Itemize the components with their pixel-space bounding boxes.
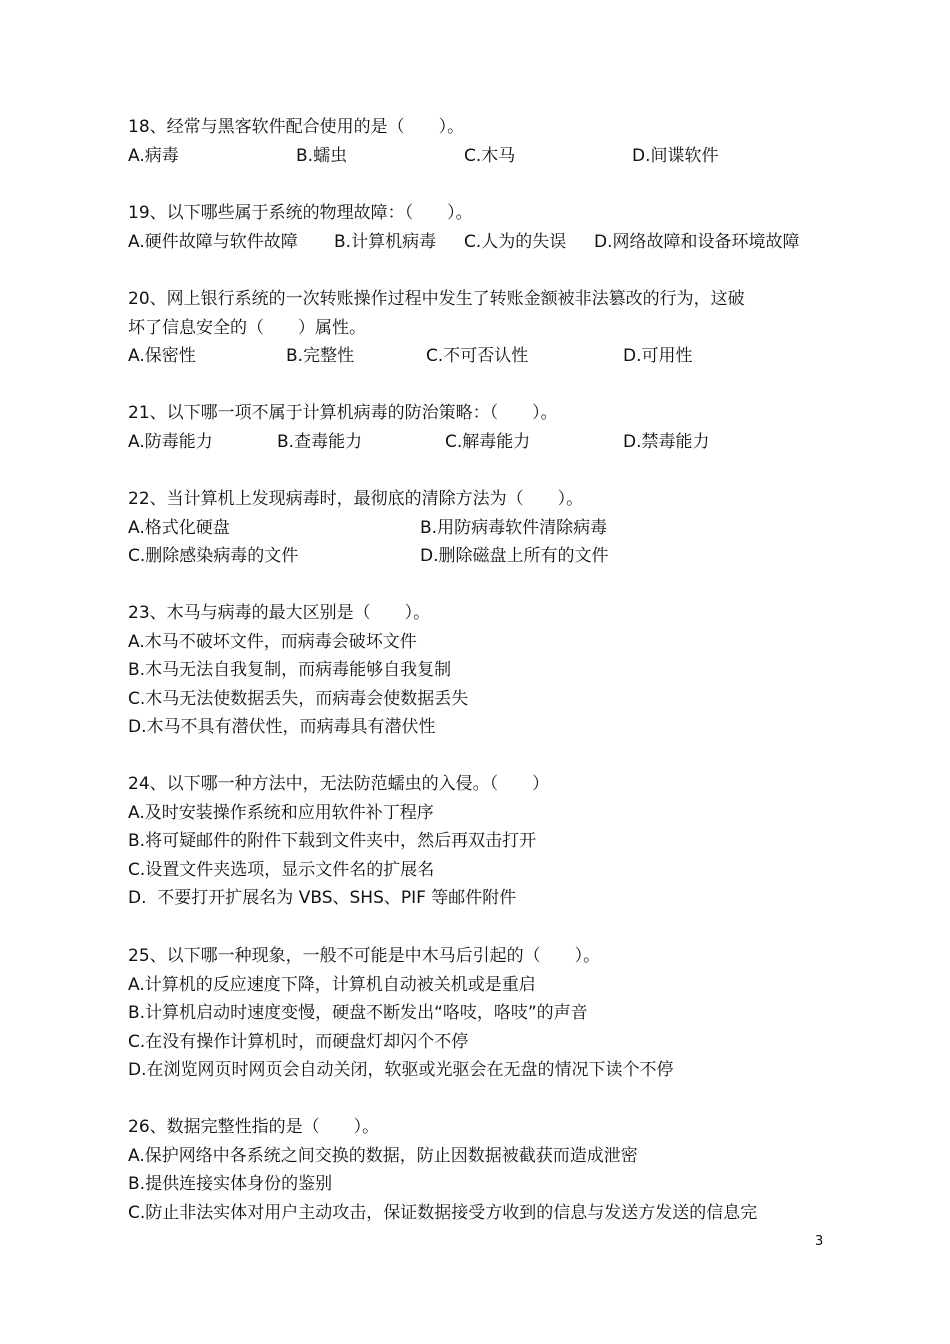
- question-19: [128, 199, 828, 256]
- question-stem: 21、以下哪一项不属于计算机病毒的防治策略：（ ）。: [128, 403, 558, 423]
- question-stem: 18、经常与黑客软件配合使用的是（ ）。: [128, 117, 465, 137]
- option-a: A.木马不破坏文件，而病毒会破坏文件: [128, 631, 417, 652]
- option-b: B.计算机启动时速度变慢，硬盘不断发出“咯吱，咯吱”的声音: [128, 1003, 588, 1024]
- option-d: D.木马不具有潜伏性，而病毒具有潜伏性: [128, 717, 436, 738]
- question-25: [128, 942, 828, 1085]
- option-c: C.设置文件夹选项，显示文件名的扩展名: [128, 859, 435, 880]
- option-b: B.提供连接实体身份的鉴别: [128, 1174, 333, 1195]
- option-d: D.删除磁盘上所有的文件: [420, 546, 609, 567]
- option-b: B.用防病毒软件清除病毒: [420, 517, 608, 538]
- option-a: A.计算机的反应速度下降，计算机自动被关机或是重启: [128, 974, 536, 995]
- question-stem: 23、木马与病毒的最大区别是（ ）。: [128, 603, 431, 623]
- options-row: [128, 142, 828, 171]
- option-d: D.禁毒能力: [623, 431, 710, 452]
- option-b: B.计算机病毒: [334, 231, 437, 252]
- option-c: C.不可否认性: [426, 346, 529, 367]
- option-b: B.将可疑邮件的附件下载到文件夹中，然后再双击打开: [128, 831, 537, 852]
- option-a: A.防毒能力: [128, 431, 213, 452]
- question-22: [128, 485, 828, 571]
- option-a: A.保密性: [128, 346, 196, 367]
- option-a: A.保护网络中各系统之间交换的数据，防止因数据被截获而造成泄密: [128, 1145, 638, 1166]
- option-c: C.在没有操作计算机时，而硬盘灯却闪个不停: [128, 1031, 469, 1052]
- option-b: B.木马无法自我复制，而病毒能够自我复制: [128, 660, 452, 681]
- options-row: [128, 428, 828, 457]
- option-c: C.删除感染病毒的文件: [128, 546, 299, 567]
- option-d: D.间谍软件: [632, 145, 719, 166]
- option-d: D.网络故障和设备环境故障: [594, 231, 800, 252]
- question-stem-continued: 坏了信息安全的（ ）属性。: [128, 317, 366, 338]
- question-stem: 22、当计算机上发现病毒时，最彻底的清除方法为（ ）。: [128, 489, 584, 509]
- option-c: C.人为的失误: [464, 231, 567, 252]
- option-c: C.木马无法使数据丢失，而病毒会使数据丢失: [128, 688, 469, 709]
- question-stem: 19、以下哪些属于系统的物理故障：（ ）。: [128, 203, 473, 223]
- option-b: B.完整性: [286, 346, 355, 367]
- options-row: [128, 514, 828, 543]
- question-stem: 20、网上银行系统的一次转账操作过程中发生了转账金额被非法篡改的行为，这破: [128, 289, 745, 309]
- options-row: [128, 228, 828, 257]
- question-23: [128, 599, 828, 742]
- page-number: 3: [815, 1234, 824, 1249]
- question-26: [128, 1113, 828, 1227]
- option-d: D.在浏览网页时网页会自动关闭，软驱或光驱会在无盘的情况下读个不停: [128, 1060, 674, 1081]
- option-a: A.格式化硬盘: [128, 517, 230, 538]
- question-20: [128, 285, 828, 371]
- question-21: [128, 399, 828, 456]
- options-row: [128, 542, 828, 571]
- question-stem: 26、数据完整性指的是（ ）。: [128, 1117, 380, 1137]
- option-c: C.木马: [464, 145, 516, 166]
- option-c: C.解毒能力: [445, 431, 531, 452]
- option-d: D. 不要打开扩展名为 VBS、SHS、PIF 等邮件附件: [128, 888, 517, 909]
- option-a: A.病毒: [128, 145, 179, 166]
- option-a: A.硬件故障与软件故障: [128, 231, 298, 252]
- option-c: C.防止非法实体对用户主动攻击，保证数据接受方收到的信息与发送方发送的信息完: [128, 1202, 758, 1223]
- option-b: B.蠕虫: [296, 145, 348, 166]
- question-stem: 24、以下哪一种方法中，无法防范蠕虫的入侵。（ ）: [128, 774, 550, 794]
- option-a: A.及时安装操作系统和应用软件补丁程序: [128, 802, 434, 823]
- question-18: [128, 113, 828, 170]
- question-24: [128, 770, 828, 913]
- option-d: D.可用性: [623, 346, 693, 367]
- question-stem: 25、以下哪一种现象，一般不可能是中木马后引起的（ ）。: [128, 946, 601, 966]
- option-b: B.查毒能力: [277, 431, 363, 452]
- options-row: [128, 342, 828, 371]
